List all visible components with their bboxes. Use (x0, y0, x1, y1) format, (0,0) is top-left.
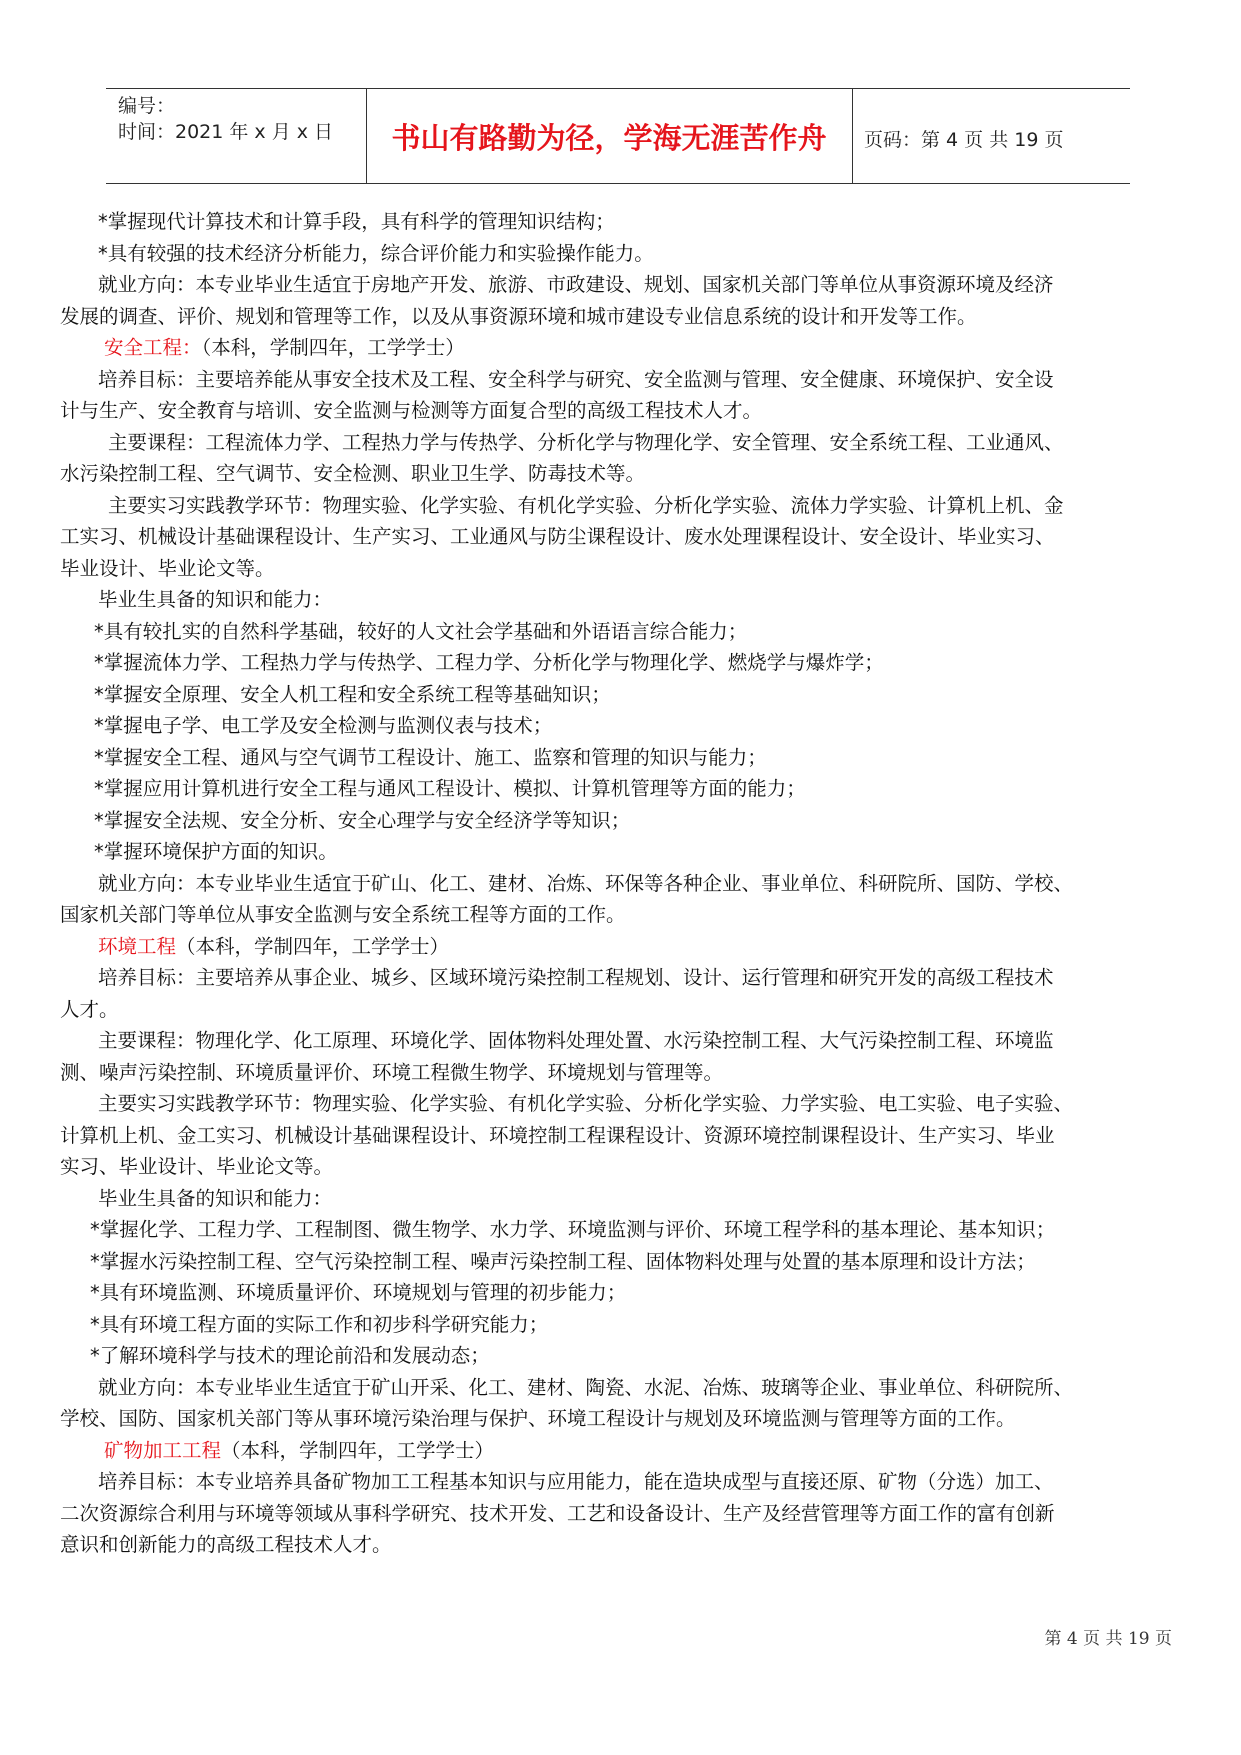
body-line: 就业方向：本专业毕业生适宜于矿山开采、化工、建材、陶瓷、水泥、冶炼、玻璃等企业、事业单位、科研院所、 (98, 1375, 1074, 1399)
body-line: 二次资源综合利用与环境等领域从事科学研究、技术开发、工艺和设备设计、生产及经营管理等方面工作的富有创新 (60, 1501, 1055, 1525)
body-line: 人才。 (60, 997, 119, 1021)
section-heading-environment (60, 931, 1192, 963)
body-line: *掌握电子学、电工学及安全检测与监测仪表与技术； (94, 714, 553, 737)
body-line: *掌握安全原理、安全人机工程和安全系统工程等基础知识； (94, 682, 611, 706)
body-line: 主要课程：物理化学、化工原理、环境化学、固体物料处理处置、水污染控制工程、大气污染控制工程、环境监 (98, 1029, 1054, 1052)
section-degree-info: （本科，学制四年，工学学士） (201, 336, 465, 359)
body-line: *了解环境科学与技术的理论前沿和发展动态； (90, 1344, 490, 1367)
body-line: *掌握现代计算技术和计算手段，具有科学的管理知识结构； (98, 210, 615, 233)
section-title: 环境工程 (98, 934, 177, 958)
header-page-code: 页码：第 4 页 共 19 页 (864, 129, 1064, 151)
body-line: 国家机关部门等单位从事安全监测与安全系统工程等方面的工作。 (60, 903, 626, 926)
body-line: 计与生产、安全教育与培训、安全监测与检测等方面复合型的高级工程技术人才。 (60, 399, 763, 422)
body-line: 培养目标：主要培养能从事安全技术及工程、安全科学与研究、安全监测与管理、安全健康、环境保护、安全设 (98, 367, 1054, 391)
section-heading-mineral (60, 1435, 1192, 1467)
body-line: 水污染控制工程、空气调节、安全检测、职业卫生学、防毒技术等。 (60, 462, 646, 485)
body-line: 毕业生具备的知识和能力： (98, 1186, 333, 1210)
body-line: *具有较扎实的自然科学基础，较好的人文社会学基础和外语语言综合能力； (94, 619, 748, 643)
body-line: 测、噪声污染控制、环境质量评价、环境工程微生物学、环境规划与管理等。 (60, 1060, 724, 1084)
body-line: 实习、毕业设计、毕业论文等。 (60, 1155, 334, 1178)
body-line: 计算机上机、金工实习、机械设计基础课程设计、环境控制工程课程设计、资源环境控制课程设计、生产实习、毕业 (60, 1123, 1055, 1147)
page-header (106, 88, 1130, 184)
section-title: 安全工程： (104, 336, 202, 359)
body-line: *掌握水污染控制工程、空气污染控制工程、噪声污染控制工程、固体物料处理与处置的基本原理和设计方法； (90, 1249, 1036, 1273)
section-heading-safety (60, 332, 1192, 364)
header-motto: 书山有路勤为径，学海无涯苦作舟 (391, 121, 827, 155)
section-degree-info: （本科，学制四年，工学学士） (176, 934, 450, 958)
body-line: *掌握流体力学、工程热力学与传热学、工程力学、分析化学与物理化学、燃烧学与爆炸学； (94, 651, 884, 674)
body-line: 工实习、机械设计基础课程设计、生产实习、工业通风与防尘课程设计、废水处理课程设计、安全设计、毕业实习、 (60, 525, 1055, 548)
body-line: 毕业设计、毕业论文等。 (60, 556, 275, 580)
body-line: *具有较强的技术经济分析能力，综合评价能力和实验操作能力。 (98, 241, 654, 265)
page-footer: 第 4 页 共 19 页 (1044, 1629, 1172, 1649)
body-line: *掌握应用计算机进行安全工程与通风工程设计、模拟、计算机管理等方面的能力； (94, 777, 806, 800)
header-info-cell (106, 89, 367, 183)
body-line: *掌握安全法规、安全分析、安全心理学与安全经济学等知识； (94, 808, 631, 832)
body-line: 毕业生具备的知识和能力： (98, 588, 333, 611)
body-line: 培养目标：主要培养从事企业、城乡、区域环境污染控制工程规划、设计、运行管理和研究开发的高级工程技术 (98, 966, 1054, 989)
body-line: *具有环境工程方面的实际工作和初步科学研究能力； (90, 1312, 549, 1336)
section-degree-info: （本科，学制四年，工学学士） (221, 1438, 495, 1462)
body-line: 学校、国防、国家机关部门等从事环境污染治理与保护、环境工程设计与规划及环境监测与管理等方面的工作。 (60, 1407, 1016, 1430)
body-line: *具有环境监测、环境质量评价、环境规划与管理的初步能力； (90, 1281, 627, 1304)
body-line: 培养目标：本专业培养具备矿物加工工程基本知识与应用能力，能在造块成型与直接还原、矿物（分选）加工、 (98, 1470, 1054, 1493)
section-title: 矿物加工工程 (104, 1438, 222, 1462)
body-line: 就业方向：本专业毕业生适宜于房地产开发、旅游、市政建设、规划、国家机关部门等单位从事资源环境及经济 (98, 273, 1054, 296)
body-line: 主要实习实践教学环节：物理实验、化学实验、有机化学实验、分析化学实验、力学实验、电工实验、电子实验、 (98, 1092, 1074, 1115)
body-line: *掌握化学、工程力学、工程制图、微生物学、水力学、环境监测与评价、环境工程学科的基本理论、基本知识； (90, 1218, 1056, 1241)
body-line: *掌握安全工程、通风与空气调节工程设计、施工、监察和管理的知识与能力； (94, 745, 767, 769)
body-line: 主要课程：工程流体力学、工程热力学与传热学、分析化学与物理化学、安全管理、安全系统工程、工业通风、 (108, 430, 1064, 454)
body-line: *掌握环境保护方面的知识。 (94, 840, 338, 863)
body-line: 意识和创新能力的高级工程技术人才。 (60, 1533, 392, 1556)
body-line: 主要实习实践教学环节：物理实验、化学实验、有机化学实验、分析化学实验、流体力学实验、计算机上机、金 (108, 493, 1064, 517)
header-motto-cell (366, 89, 853, 183)
body-line: 发展的调查、评价、规划和管理等工作，以及从事资源环境和城市建设专业信息系统的设计和开发等工作。 (60, 304, 977, 328)
document-number-label: 编号： (118, 95, 176, 117)
header-page-cell (852, 89, 1130, 183)
body-line: 就业方向：本专业毕业生适宜于矿山、化工、建材、冶炼、环保等各种企业、事业单位、科研院所、国防、学校、 (98, 871, 1074, 895)
document-body (60, 206, 1192, 1561)
document-time-label: 时间：2021 年 x 月 x 日 (118, 121, 334, 143)
